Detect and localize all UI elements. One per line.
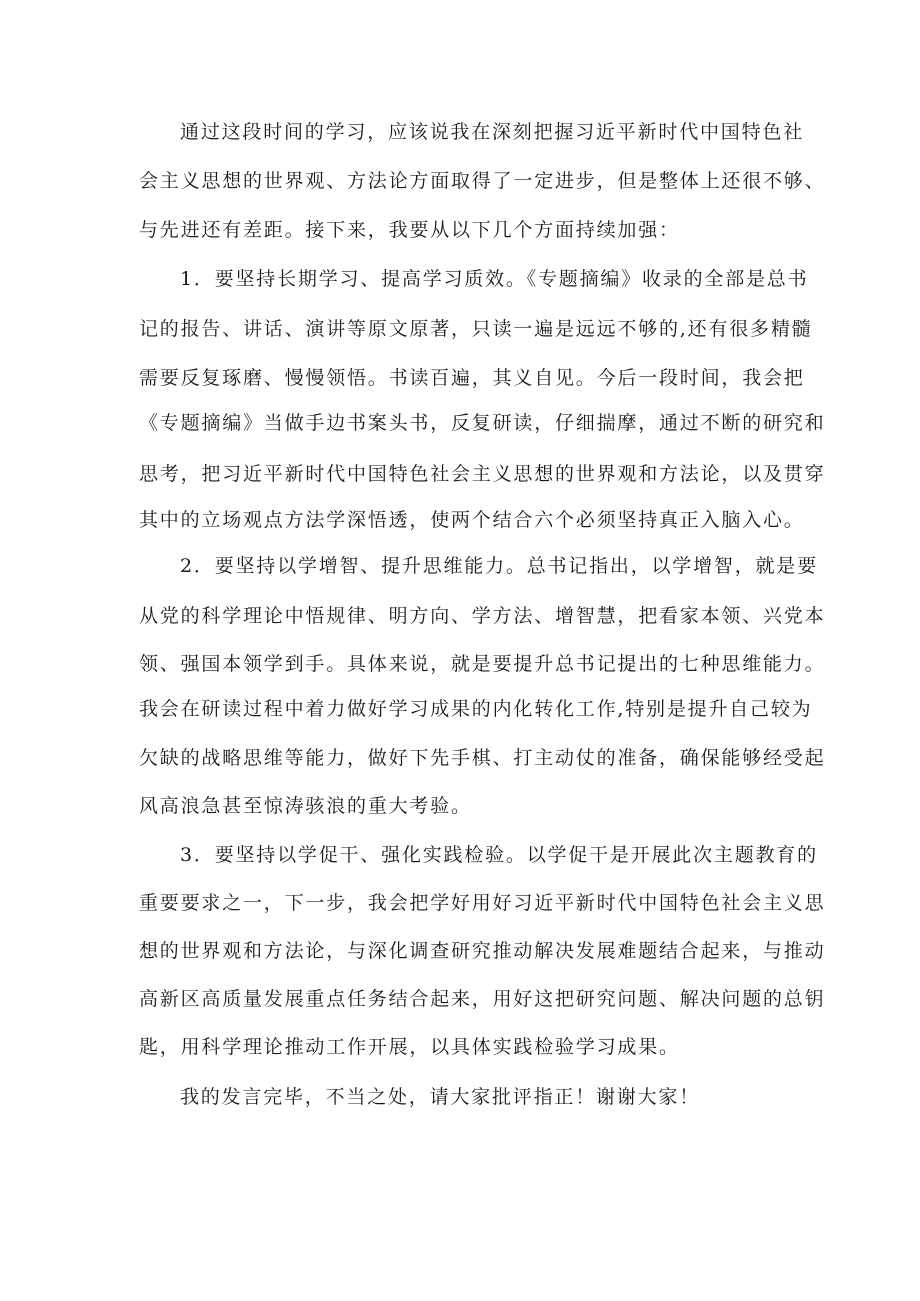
paragraph-point-2-line-5: 欠缺的战略思维等能力，做好下先手棋、打主动仗的准备，确保能够经受起	[139, 747, 826, 769]
paragraph-intro-line-1: 通过这段时间的学习，应该说我在深刻把握习近平新时代中国特色社	[180, 121, 805, 143]
paragraph-point-1-line-4: 《专题摘编》当做手边书案头书，反复研读，仔细揣摩，通过不断的研究和	[139, 412, 826, 434]
paragraph-point-1-line-1: 1．要坚持长期学习、提高学习质效。《专题摘编》收录的全部是总书	[180, 268, 809, 290]
paragraph-point-1-line-2: 记的报告、讲话、演讲等原文原著，只读一遍是远远不够的,还有很多精髓	[139, 318, 813, 340]
paragraph-point-3-line-5: 匙，用科学理论推动工作开展，以具体实践检验学习成果。	[139, 1036, 680, 1058]
paragraph-intro-line-3: 与先进还有差距。接下来，我要从以下几个方面持续加强：	[139, 219, 680, 241]
paragraph-point-1-line-3: 需要反复琢磨、慢慢领悟。书读百遍，其义自见。今后一段时间，我会把	[139, 367, 805, 389]
paragraph-intro-line-2: 会主义思想的世界观、方法论方面取得了一定进步，但是整体上还很不够、	[139, 170, 826, 192]
paragraph-point-3-line-3: 想的世界观和方法论，与深化调查研究推动解决发展难题结合起来，与推动	[139, 940, 826, 962]
paragraph-point-2-line-3: 领、强国本领学到手。具体来说，就是要提升总书记提出的七种思维能力。	[139, 653, 826, 675]
paragraph-point-2-line-4: 我会在研读过程中着力做好学习成果的内化转化工作,特别是提升自己较为	[139, 698, 813, 720]
paragraph-point-3-line-1: 3．要坚持以学促干、强化实践检验。以学促干是开展此次主题教育的	[180, 844, 818, 866]
paragraph-point-2-line-2: 从党的科学理论中悟规律、明方向、学方法、增智慧，把看家本领、兴党本	[139, 605, 826, 627]
paragraph-point-3-line-2: 重要要求之一，下一步，我会把学好用好习近平新时代中国特色社会主义思	[139, 892, 826, 914]
paragraph-point-3-line-4: 高新区高质量发展重点任务结合起来，用好这把研究问题、解决问题的总钥	[139, 988, 826, 1010]
paragraph-point-1-line-6: 其中的立场观点方法学深悟透，使两个结合六个必须坚持真正入脑入心。	[139, 509, 805, 531]
paragraph-point-2-line-1: 2．要坚持以学增智、提升思维能力。总书记指出，以学增智，就是要	[180, 555, 818, 577]
paragraph-point-2-line-6: 风高浪急甚至惊涛骇浪的重大考验。	[139, 795, 472, 817]
paragraph-point-1-line-5: 思考，把习近平新时代中国特色社会主义思想的世界观和方法论，以及贯穿	[139, 463, 826, 485]
closing-remark: 我的发言完毕，不当之处，请大家批评指正！谢谢大家！	[180, 1086, 701, 1108]
